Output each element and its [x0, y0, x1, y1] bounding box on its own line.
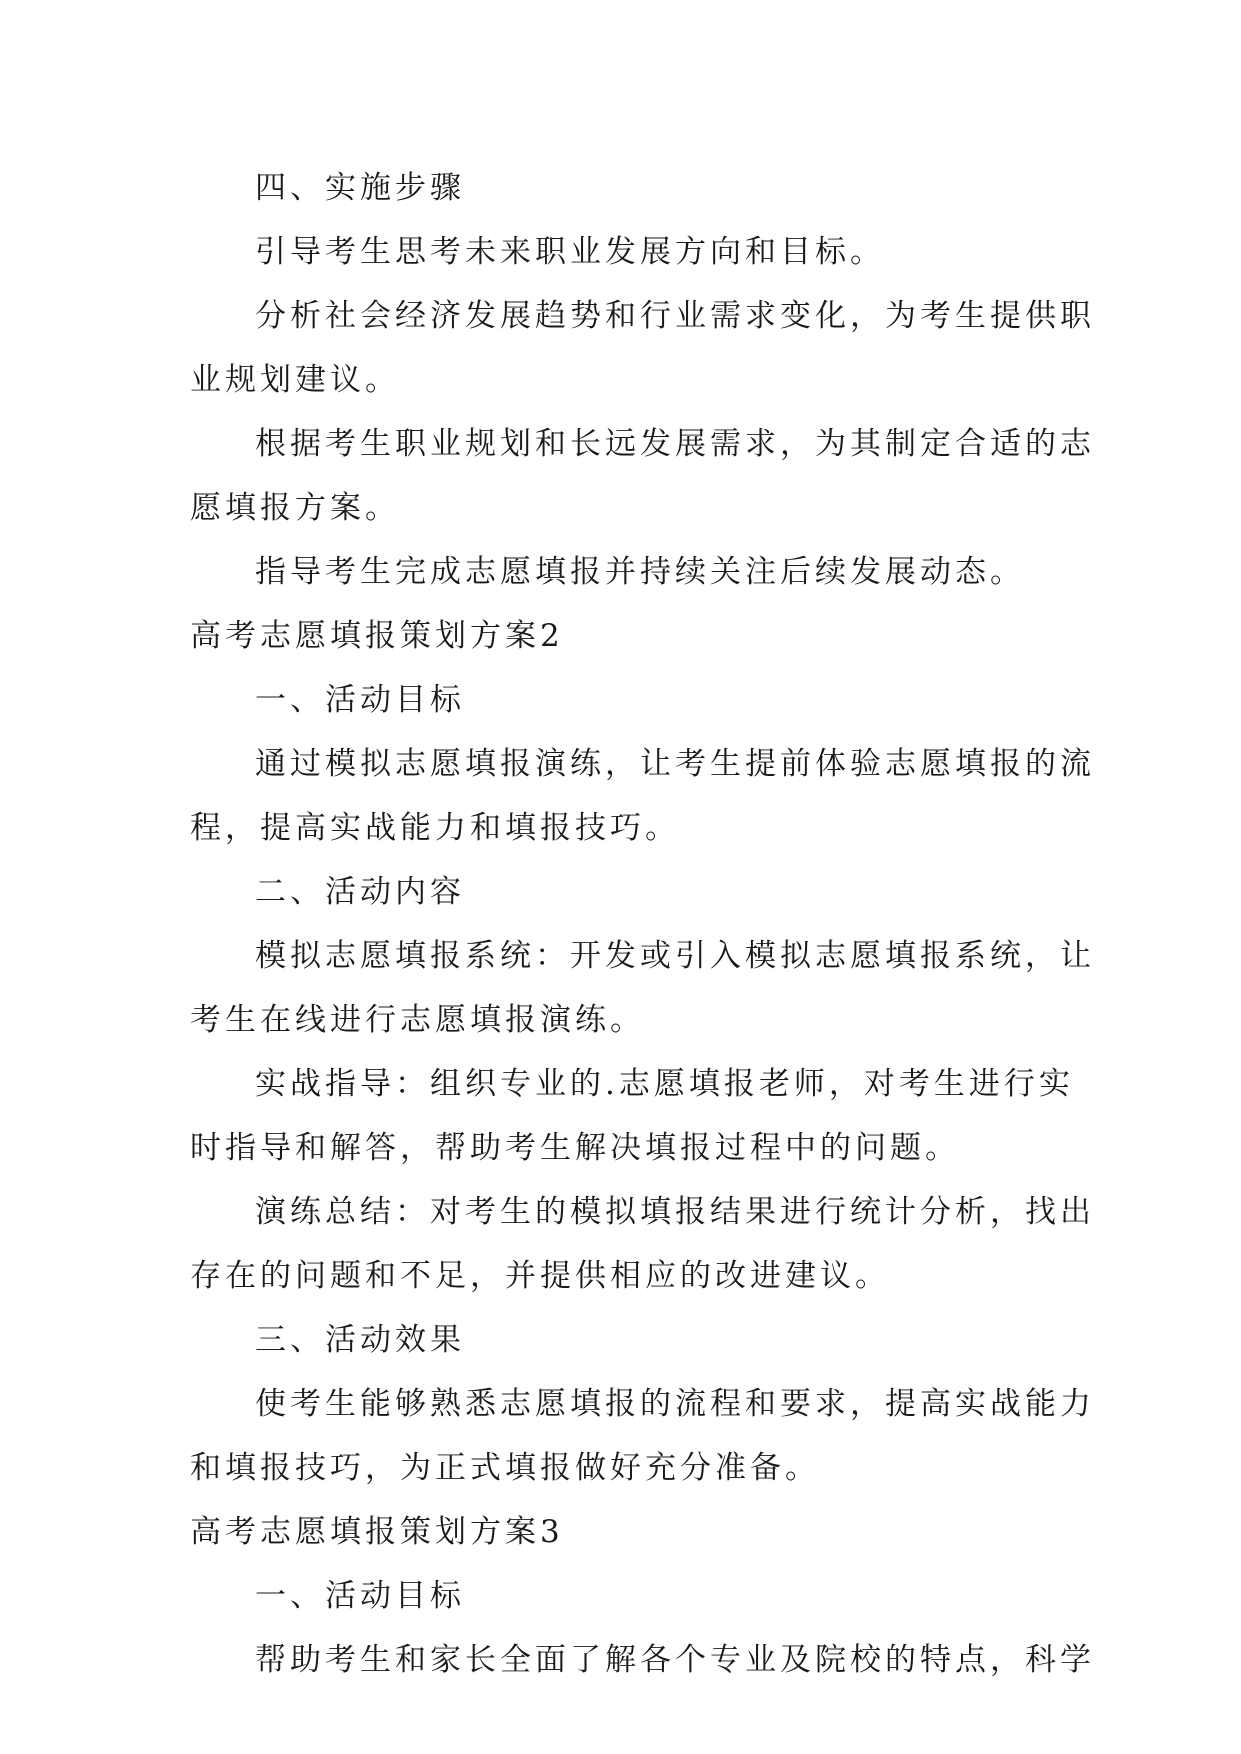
paragraph-line: 实战指导：组织专业的.志愿填报老师，对考生进行实 — [255, 1066, 1074, 1102]
paragraph-line: 时指导和解答，帮助考生解决填报过程中的问题。 — [190, 1130, 960, 1166]
paragraph-line: 指导考生完成志愿填报并持续关注后续发展动态。 — [255, 554, 1025, 590]
section-heading-steps: 四、实施步骤 — [255, 170, 465, 206]
section-heading-effect: 三、活动效果 — [255, 1322, 465, 1358]
paragraph-line: 程，提高实战能力和填报技巧。 — [190, 810, 680, 846]
document-body — [190, 156, 1095, 1692]
paragraph-line: 业规划建议。 — [190, 362, 400, 398]
paragraph-line: 根据考生职业规划和长远发展需求，为其制定合适的志 — [255, 426, 1095, 462]
paragraph-line: 愿填报方案。 — [190, 490, 400, 526]
paragraph-line: 考生在线进行志愿填报演练。 — [190, 1002, 645, 1038]
paragraph-line: 通过模拟志愿填报演练，让考生提前体验志愿填报的流 — [255, 746, 1095, 782]
paragraph-line: 存在的问题和不足，并提供相应的改进建议。 — [190, 1258, 890, 1294]
section-heading-goal: 一、活动目标 — [255, 1578, 465, 1614]
section-heading-goal: 一、活动目标 — [255, 682, 465, 718]
paragraph-line: 引导考生思考未来职业发展方向和目标。 — [255, 234, 885, 270]
paragraph-line: 和填报技巧，为正式填报做好充分准备。 — [190, 1450, 820, 1486]
paragraph-line: 模拟志愿填报系统：开发或引入模拟志愿填报系统，让 — [255, 938, 1095, 974]
plan-title-2: 高考志愿填报策划方案2 — [190, 618, 564, 654]
paragraph-line: 演练总结：对考生的模拟填报结果进行统计分析，找出 — [255, 1194, 1095, 1230]
paragraph-line: 使考生能够熟悉志愿填报的流程和要求，提高实战能力 — [255, 1386, 1095, 1422]
paragraph-line: 分析社会经济发展趋势和行业需求变化，为考生提供职 — [255, 298, 1095, 334]
plan-title-3: 高考志愿填报策划方案3 — [190, 1514, 564, 1550]
section-heading-content: 二、活动内容 — [255, 874, 465, 910]
paragraph-line: 帮助考生和家长全面了解各个专业及院校的特点，科学 — [255, 1642, 1095, 1678]
